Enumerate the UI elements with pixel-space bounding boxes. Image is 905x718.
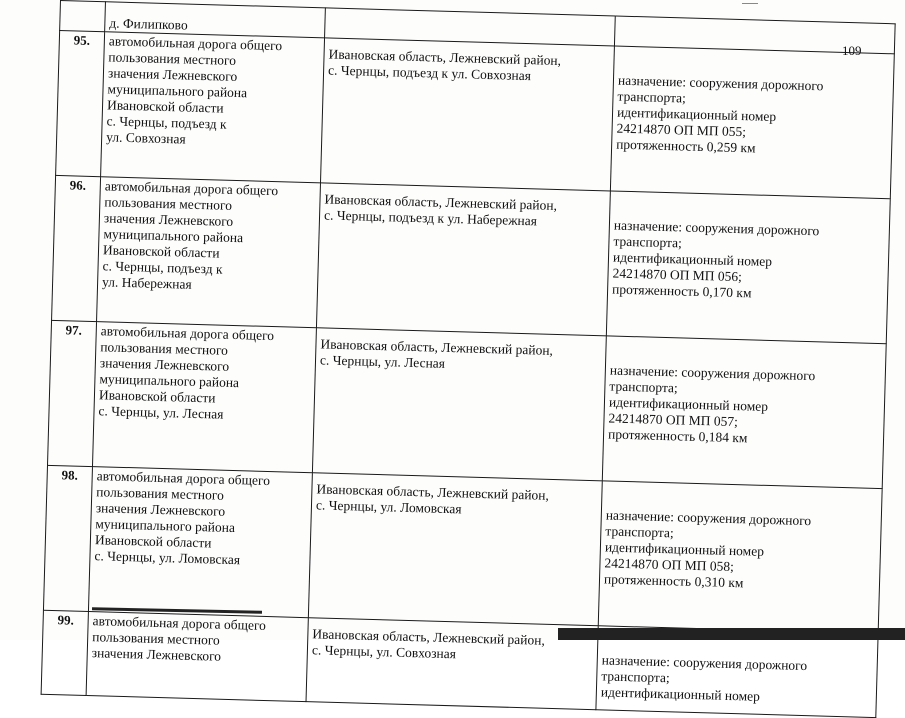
road-name-cell: автомобильная дорога общего пользования местного значения Лежневского муниципального района Ивановской области с. Чернцы, ул. Ломовская <box>88 467 312 618</box>
row-number-cell <box>60 1 106 32</box>
road-name-cell: автомобильная дорога общего пользования местного значения Лежневского <box>86 612 308 702</box>
road-name-cell: автомобильная дорога общего пользования местного значения Лежневского муниципального района Ивановской области с. Чернцы, подъезд к ул. Набережная <box>97 177 321 328</box>
info-cell: назначение: сооружения дорожного транспорта; идентификационный номер <box>596 626 878 718</box>
road-name-cell: автомобильная дорога общего пользования местного значения Лежневского муниципального района Ивановской области с. Чернцы, подъезд к ул. Совхозная <box>101 32 325 183</box>
info-cell: назначение: сооружения дорожного транспорта; идентификационный номер 24214870 ОП МП 058; протяженность 0,310 км <box>598 481 882 634</box>
address-cell: Ивановская область, Лежневский район, с. Чернцы, подъезд к ул. Совхозная <box>320 38 614 191</box>
page-number: 109 <box>842 43 862 58</box>
address-cell: Ивановская область, Лежневский район, с. Чернцы, подъезд к ул. Набережная <box>316 183 610 336</box>
info-cell: назначение: сооружения дорожного транспорта; идентификационный номер 24214870 ОП МП 057; протяженность 0,184 км <box>602 336 886 489</box>
address-cell: Ивановская область, Лежневский район, с. Чернцы, ул. Совхозная <box>306 618 598 710</box>
scan-artifact-bar-right <box>558 628 905 640</box>
address-cell: Ивановская область, Лежневский район, с. Чернцы, ул. Ломовская <box>308 473 602 626</box>
scan-artifact-tick-top <box>742 3 758 4</box>
road-name-cell: автомобильная дорога общего пользования местного значения Лежневского муниципального района Ивановской области с. Чернцы, ул. Лесная <box>92 322 316 473</box>
row-number-cell: 96. <box>52 175 101 321</box>
road-name-cell: д. Филипково <box>105 2 326 38</box>
table-row <box>56 31 895 199</box>
row-number-cell: 98. <box>43 465 92 611</box>
info-cell: назначение: сооружения дорожного транспорта; идентификационный номер 24214870 ОП МП 056; протяженность 0,170 км <box>606 191 890 344</box>
table-row <box>48 320 887 488</box>
row-number-cell: 95. <box>56 31 105 177</box>
info-cell: назначение: сооружения дорожного транспорта; идентификационный номер 24214870 ОП МП 055; протяженность 0,259 км <box>610 46 894 199</box>
row-number-cell: 99. <box>41 610 88 695</box>
table-row <box>52 175 891 343</box>
address-cell: Ивановская область, Лежневский район, с. Чернцы, ул. Лесная <box>312 328 606 481</box>
row-number-cell: 97. <box>48 320 97 466</box>
